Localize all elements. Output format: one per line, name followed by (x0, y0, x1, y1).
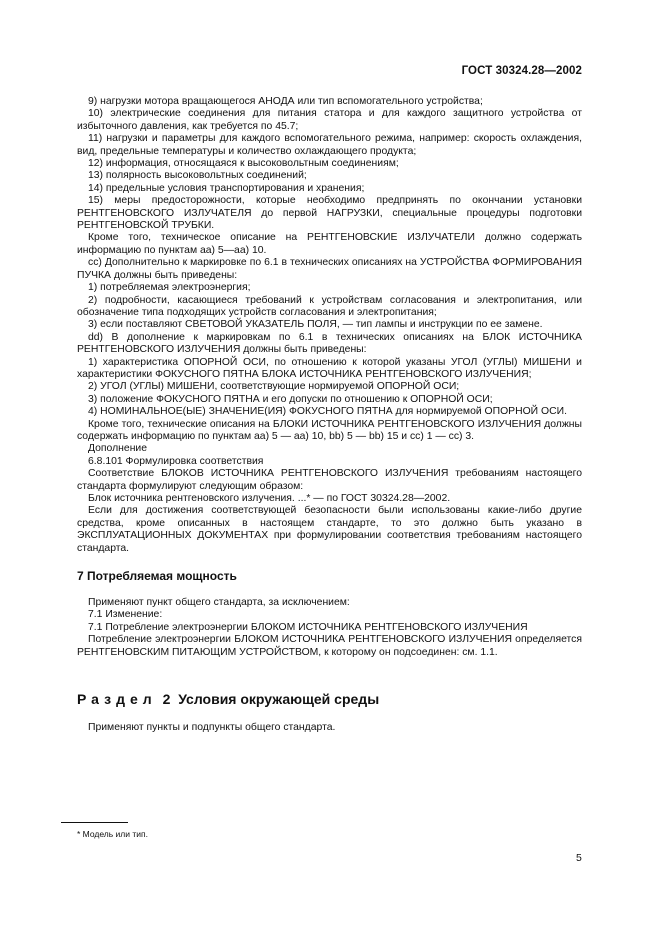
main-body (77, 96, 582, 555)
paragraph: 7.1 Изменение: (88, 609, 163, 621)
paragraph: dd) В дополнение к маркировкам по 6.1 в технических описаниях на БЛОК ИСТОЧНИКА РЕНТГЕНОВСКОГО ИЗЛУЧЕНИЯ должны быть приведены: (77, 331, 582, 356)
list-item: 11) нагрузки и параметры для каждого вспомогательного режима, например: скорость охлаждения, вид, предельные температуры и количество охлаждающего продукта; (77, 133, 582, 157)
document-header: ГОСТ 30324.28—2002 (461, 65, 582, 77)
list-item: 1) характеристика ОПОРНОЙ ОСИ, по отношению к которой указаны УГОЛ (УГЛЫ) МИШЕНИ и характеристики ФОКУСНОГО ПЯТНА БЛОКА ИСТОЧНИКА РЕНТГЕНОВСКОГО ИЗЛУЧЕНИЯ; (77, 356, 582, 380)
list-item: 1) потребляемая электроэнергия; (88, 282, 251, 294)
footnote-divider (61, 822, 128, 823)
part-prefix: Раздел (77, 691, 157, 707)
paragraph: Если для достижения соответствующей безопасности были использованы какие-либо другие средства, кроме описанных в настоящем стандарте, то это должно быть указано в ЭКСПЛУАТАЦИОННЫХ ДОКУМЕНТАХ при формулировании соответствия требованиям настоящего стандарта. (77, 505, 582, 554)
paragraph: Кроме того, технические описания на БЛОКИ ИСТОЧНИКА РЕНТГЕНОВСКОГО ИЗЛУЧЕНИЯ должны содержать информацию по пунктам аа) 5 — аа) 10, bb) 5 — bb) 15 и сс) 1 — сс) 3. (77, 418, 582, 442)
paragraph: Кроме того, техническое описание на РЕНТГЕНОВСКИЕ ИЗЛУЧАТЕЛИ должно содержать информацию по пунктам аа) 5—аа) 10. (77, 232, 582, 256)
list-item: 10) электрические соединения для питания статора и для каждого защитного устройства от избыточного давления, как требуется по 45.7; (77, 108, 582, 132)
paragraph: Соответствие БЛОКОВ ИСТОЧНИКА РЕНТГЕНОВСКОГО ИЗЛУЧЕНИЯ требованиям настоящего стандарта формулируют следующим образом: (77, 468, 582, 492)
part-number: 2 (162, 691, 171, 707)
clause-heading: 6.8.101 Формулировка соответствия (88, 455, 264, 467)
part-title: Условия окружающей среды (178, 691, 380, 707)
list-item: 2) подробности, касающиеся требований к устройствам согласования и электропитания, или обозначение типа подходящих устройств согласования и электропитания; (77, 294, 582, 318)
paragraph: Блок источника рентгеновского излучения. ...* — по ГОСТ 30324.28—2002. (88, 493, 451, 504)
part-body (77, 722, 582, 734)
footnote: * Модель или тип. (77, 829, 148, 839)
paragraph: Потребление электроэнергии БЛОКОМ ИСТОЧНИКА РЕНТГЕНОВСКОГО ИЗЛУЧЕНИЯ определяется РЕНТГЕНОВСКИМ ПИТАЮЩИМ УСТРОЙСТВОМ, к которому он подсоединен: см. 1.1. (77, 634, 582, 658)
list-item: 12) информация, относящаяся к высоковольтным соединениям; (88, 158, 399, 170)
list-item: 3) если поставляют СВЕТОВОЙ УКАЗАТЕЛЬ ПОЛЯ, — тип лампы и инструкции по ее замене. (88, 319, 543, 331)
paragraph: Дополнение (88, 443, 148, 455)
list-item: 2) УГОЛ (УГЛЫ) МИШЕНИ, соответствующие нормируемой ОПОРНОЙ ОСИ; (88, 381, 460, 393)
paragraph: Применяют пункт общего стандарта, за исключением: (88, 597, 350, 608)
section-heading: 7 Потребляемая мощность (77, 569, 237, 583)
paragraph: 7.1 Потребление электроэнергии БЛОКОМ ИСТОЧНИКА РЕНТГЕНОВСКОГО ИЗЛУЧЕНИЯ (88, 621, 528, 633)
list-item: 14) предельные условия транспортирования и хранения; (88, 182, 365, 194)
list-item: 4) НОМИНАЛЬНОЕ(ЫЕ) ЗНАЧЕНИЕ(ИЯ) ФОКУСНОГО ПЯТНА для нормируемой ОПОРНОЙ ОСИ. (88, 406, 567, 418)
list-item: 13) полярность высоковольтных соединений; (88, 170, 307, 182)
list-item: 9) нагрузки мотора вращающегося АНОДА или тип вспомогательного устройства; (88, 96, 483, 107)
section-body (77, 597, 582, 659)
paragraph: сс) Дополнительно к маркировке по 6.1 в технических описаниях на УСТРОЙСТВА ФОРМИРОВАНИЯ ПУЧКА должны быть приведены: (77, 257, 582, 281)
paragraph: Применяют пункты и подпункты общего стандарта. (88, 722, 336, 733)
page-number: 5 (576, 852, 582, 864)
list-item: 3) положение ФОКУСНОГО ПЯТНА и его допуски по отношению к ОПОРНОЙ ОСИ; (88, 393, 493, 405)
list-item: 15) меры предосторожности, которые необходимо предпринять по окончании установки РЕНТГЕНОВСКОГО ИЗЛУЧАТЕЛЯ до первой НАГРУЗКИ, специальные процедуры подготовки РЕНТГЕНОВСКОЙ ТРУБКИ. (77, 195, 582, 232)
part-heading (77, 691, 379, 707)
